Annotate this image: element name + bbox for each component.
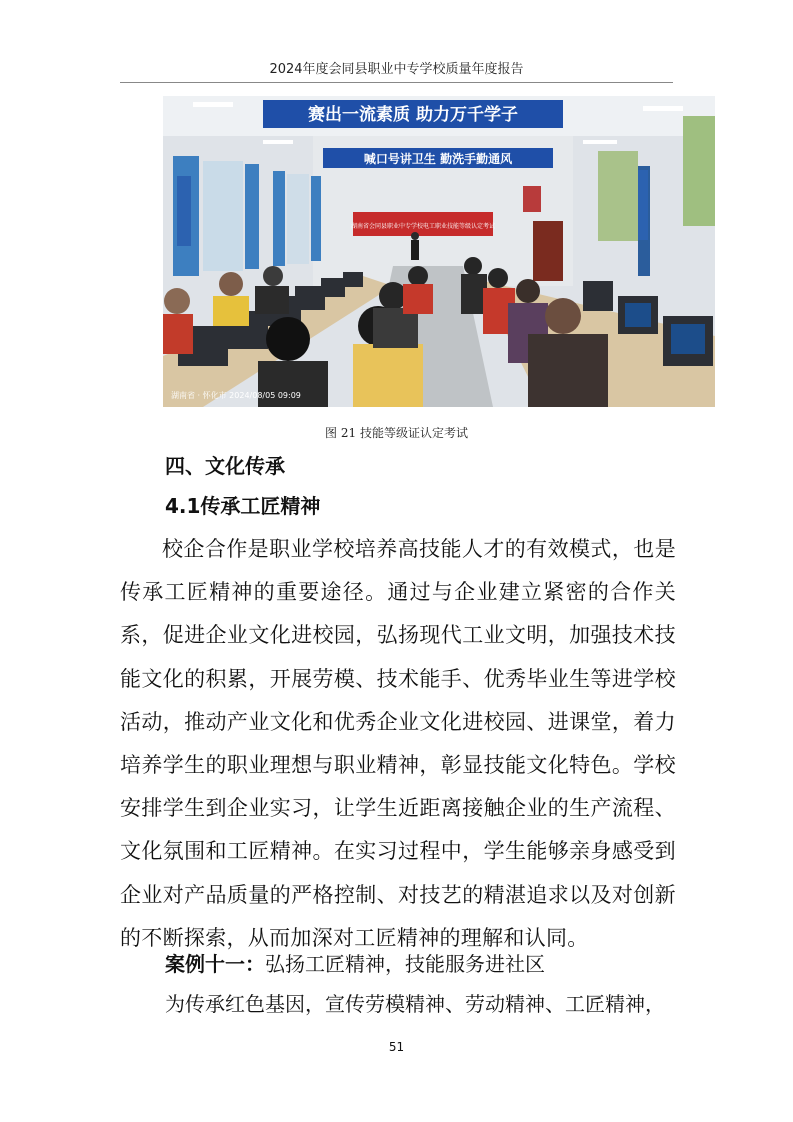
header-divider bbox=[120, 82, 673, 83]
case-heading bbox=[165, 948, 545, 977]
exam-photo bbox=[163, 96, 715, 407]
photo-watermark: 湖南省 · 怀化市 2024/08/05 09:09 bbox=[171, 391, 301, 400]
case-label: 案例十一： bbox=[165, 952, 265, 976]
banner-mid-text: 喊口号讲卫生 勤洗手勤通风 bbox=[363, 152, 513, 166]
figure-caption: 图 21 技能等级证认定考试 bbox=[325, 426, 468, 440]
section-heading: 四、文化传承 bbox=[165, 454, 285, 478]
banner-top-text: 赛出一流素质 助力万千学子 bbox=[308, 105, 518, 125]
case-title: 弘扬工匠精神，技能服务进社区 bbox=[265, 952, 545, 976]
page-header: 2024年度会同县职业中专学校质量年度报告 bbox=[269, 62, 524, 77]
banner-red-text: 湖南省会同县职业中专学校电工职业技能等级认定考试 bbox=[350, 223, 496, 230]
body-paragraph: 校企合作是职业学校培养高技能人才的有效模式，也是传承工匠精神的重要途径。通过与企业建立紧密的合作关系，促进企业文化进校园，弘扬现代工业文明，加强技术技能文化的积累，开展劳模、技术能手、优秀毕业生等进学校活动，推动产业文化和优秀企业文化进校园、进课堂，着力培养学生的职业理想与职业精神，彰显技能文化特色。学校安排学生到企业实习，让学生近距离接触企业的生产流程、文化氛围和工匠精神。在实习过程中，学生能够亲身感受到企业对产品质量的严格控制、对技艺的精湛追求以及对创新的不断探索，从而加深对工匠精神的理解和认同。 bbox=[120, 537, 676, 950]
body-continuation: 为传承红色基因，宣传劳模精神、劳动精神、工匠精神， bbox=[165, 992, 665, 1016]
subsection-heading: 4.1传承工匠精神 bbox=[165, 494, 321, 518]
page-number: 51 bbox=[388, 1040, 405, 1054]
